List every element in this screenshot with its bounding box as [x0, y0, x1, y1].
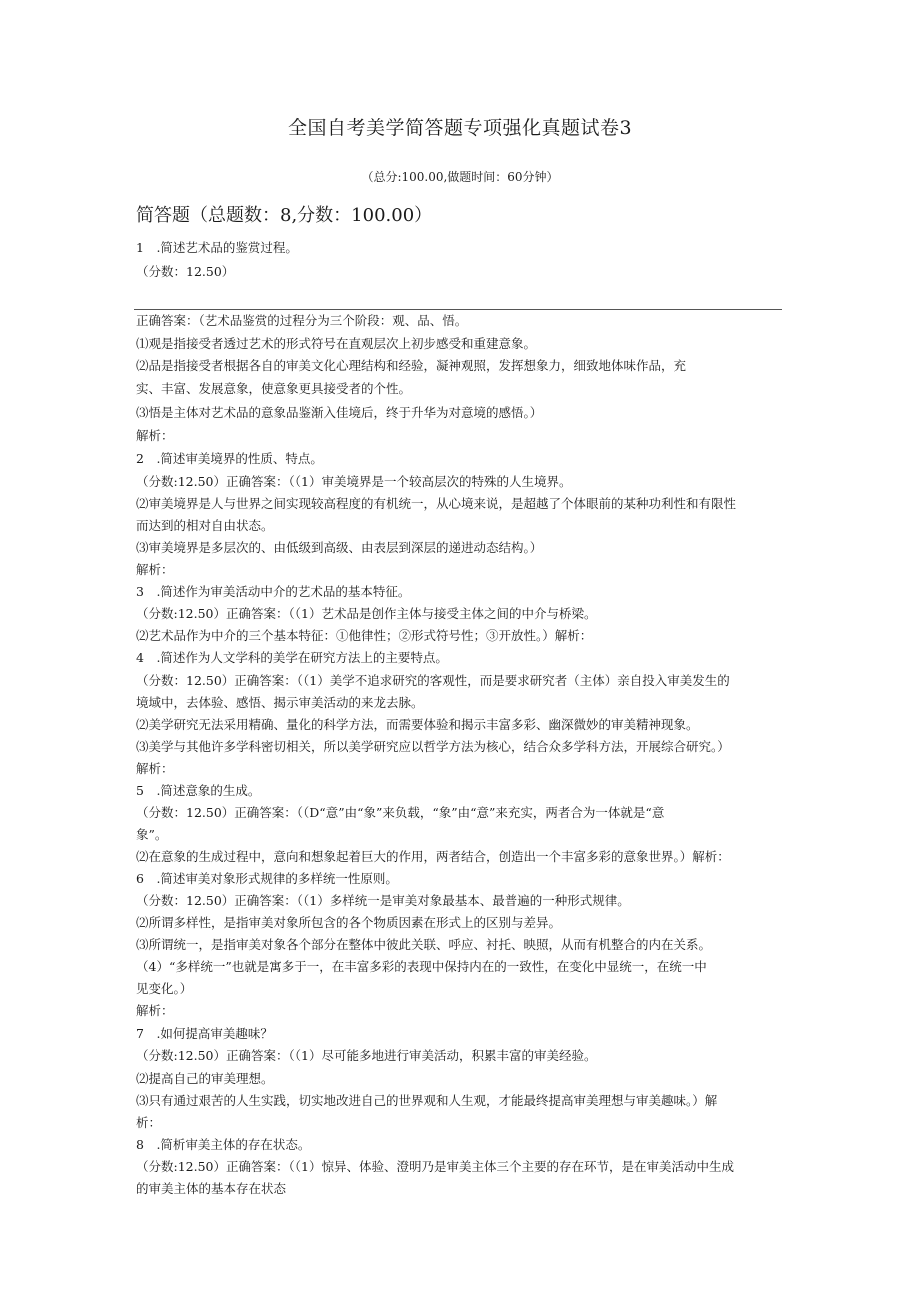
question-7: 7 .如何提高审美趣味？: [136, 1026, 273, 1041]
answer-line: ⑶所谓统一，是指审美对象各个部分在整体中彼此关联、呼应、衬托、映照，从而有机整合的内在关系。: [136, 937, 712, 952]
answer-line: ⑴观是指接受者透过艺术的形式符号在直观层次上初步感受和重建意象。: [136, 336, 537, 351]
answer-line: （分数:12.50）正确答案：（（1）审美境界是一个较高层次的特殊的人生境界。: [136, 474, 572, 489]
analysis-label: 解析：: [136, 428, 174, 443]
score-line: （分数：12.50）: [136, 264, 235, 279]
answer-line: （分数:12.50）正确答案：（（1）艺术品是创作主体与接受主体之间的中介与桥梁。: [136, 606, 597, 621]
question-1: 1 .简述艺术品的鉴赏过程。: [136, 240, 298, 255]
answer-line: （分数：12.50）正确答案：（（1）多样统一是审美对象最基本、最普遍的一种形式规律。: [136, 893, 630, 908]
answer-line: 象”。: [136, 827, 168, 842]
question-8: 8 .简析审美主体的存在状态。: [136, 1137, 311, 1152]
divider-rule: [134, 309, 782, 310]
answer-line: ⑵在意象的生成过程中，意向和想象起着巨大的作用，两者结合，创造出一个丰富多彩的意象世界。）解析：: [136, 849, 730, 864]
analysis-label: 解析：: [136, 562, 174, 577]
answer-line: 见变化。）: [136, 981, 193, 996]
analysis-label: 解析：: [136, 761, 174, 776]
answer-line: 的审美主体的基本存在状态: [136, 1181, 287, 1196]
answer-line: 而达到的相对自由状态。: [136, 518, 274, 533]
section-heading: 简答题（总题数：8,分数：100.00）: [136, 205, 433, 226]
question-5: 5 .简述意象的生成。: [136, 783, 261, 798]
answer-line: （分数:12.50）正确答案：（（1）尽可能多地进行审美活动，积累丰富的审美经验。: [136, 1048, 597, 1063]
answer-line: ⑵所谓多样性，是指审美对象所包含的各个物质因素在形式上的区别与差异。: [136, 915, 562, 930]
question-3: 3 .简述作为审美活动中介的艺术品的基本特征。: [136, 584, 411, 599]
document-subtitle: （总分:100.00,做题时间：60分钟）: [361, 170, 559, 184]
answer-line: ⑶美学与其他许多学科密切相关，所以美学研究应以哲学方法为核心，结合众多学科方法，开展综合研究。）: [136, 739, 730, 754]
answer-line: ⑶审美境界是多层次的、由低级到高级、由表层到深层的递进动态结构。）: [136, 540, 543, 555]
question-4: 4 .简述作为人文学科的美学在研究方法上的主要特点。: [136, 650, 448, 665]
answer-line: （4）“多样统一”也就是寓多于一，在丰富多彩的表现中保持内在的一致性，在变化中显统一，在统一中: [136, 959, 707, 974]
answer-line: （分数:12.50）正确答案：（（1）惊异、体验、澄明乃是审美主体三个主要的存在环节，是在审美活动中生成: [136, 1159, 734, 1174]
answer-line: （分数：12.50）正确答案：（（1）美学不追求研究的客观性，而是要求研究者（主体）亲自投入审美发生的: [136, 673, 730, 688]
question-2: 2 .简述审美境界的性质、特点。: [136, 451, 323, 466]
answer-line: ⑵艺术品作为中介的三个基本特征：①他律性；②形式符号性；③开放性。）解析：: [136, 628, 593, 643]
answer-line: ⑵审美境界是人与世界之间实现较高程度的有机统一，从心境来说，是超越了个体眼前的某种功利性和有限性: [136, 496, 737, 511]
answer-line: ⑵提高自己的审美理想。: [136, 1071, 274, 1086]
question-6: 6 .简述审美对象形式规律的多样统一性原则。: [136, 871, 398, 886]
answer-line: ⑵品是指接受者根据各自的审美文化心理结构和经验，凝神观照，发挥想象力，细致地体味作品，充: [136, 358, 687, 373]
document-title: 全国自考美学简答题专项强化真题试卷3: [287, 117, 633, 139]
answer-line: 实、丰富、发展意象，使意象更具接受者的个性。: [136, 381, 412, 396]
analysis-label: 解析：: [136, 1003, 174, 1018]
answer-line: ⑶悟是主体对艺术品的意象品鉴渐入佳境后，终于升华为对意境的感悟。）: [136, 405, 543, 420]
answer-line: ⑶只有通过艰苦的人生实践，切实地改进自己的世界观和人生观，才能最终提高审美理想与审美趣味。）解: [136, 1093, 718, 1108]
analysis-label: 析：: [136, 1115, 162, 1130]
answer-line: （分数：12.50）正确答案：（（D“意”由“象”来负载，“象”由“意”来充实，两者合为一体就是“意: [136, 805, 665, 820]
answer-line: 境域中，去体验、感悟、揭示审美活动的来龙去脉。: [136, 695, 424, 710]
answer-line: ⑵美学研究无法采用精确、量化的科学方法，而需要体验和揭示丰富多彩、幽深微妙的审美精神现象。: [136, 717, 699, 732]
answer-line: 正确答案：（艺术品鉴赏的过程分为三个阶段：观、品、悟。: [136, 313, 468, 328]
